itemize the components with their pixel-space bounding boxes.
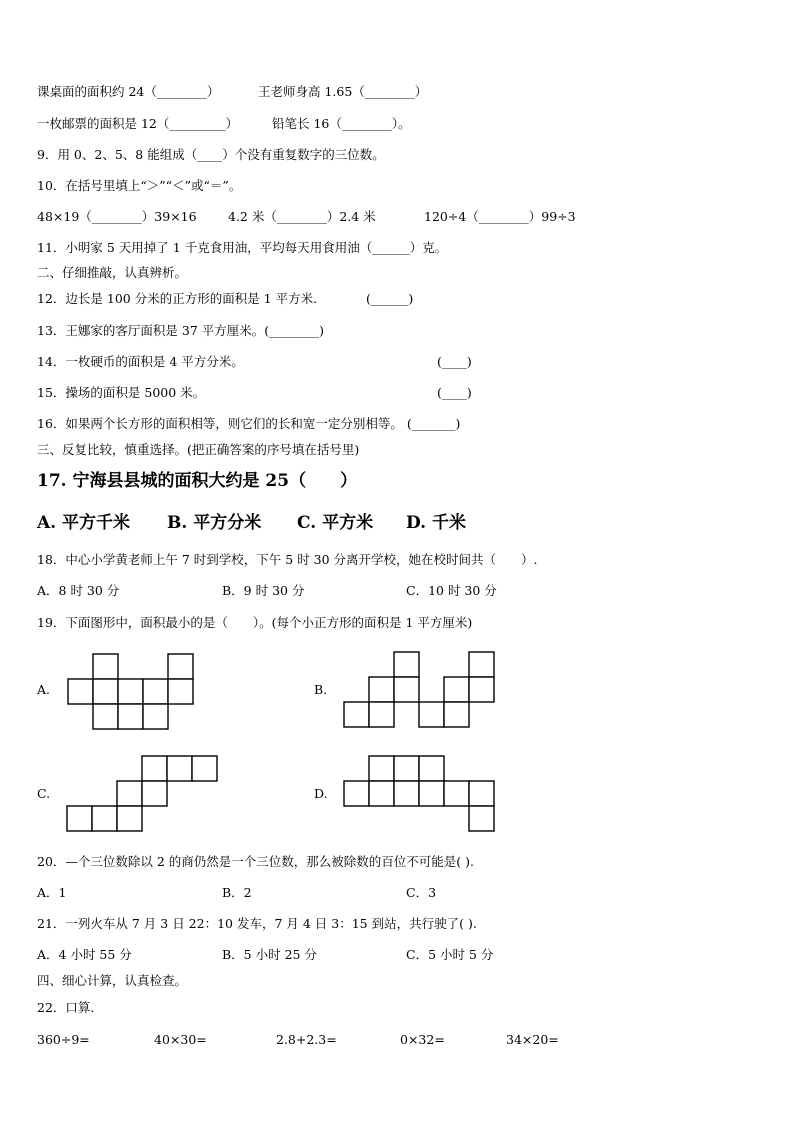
q20-option-c: C．3 — [406, 885, 437, 900]
grid-square — [118, 704, 143, 729]
calc-item-2: 40×30= — [154, 1032, 207, 1047]
grid-square — [369, 677, 394, 702]
grid-square — [142, 756, 167, 781]
grid-square — [444, 702, 469, 727]
q8-line2-part1: 一枚邮票的面积是 12（_________） — [37, 116, 239, 131]
question-10: 10．在括号里填上“＞”“＜”或“＝”。 — [37, 178, 242, 193]
q21-option-a: A．4 小时 55 分 — [37, 947, 132, 962]
question-20: 20．—个三位数除以 2 的商仍然是一个三位数，那么被除数的百位不可能是( ). — [37, 854, 475, 869]
q12-answer-blank: (______) — [366, 291, 414, 306]
q17-option-b: B. 平方分米 — [167, 513, 262, 533]
grid-square — [369, 781, 394, 806]
section-3-heading: 三、反复比较，慎重选择。(把正确答案的序号填在括号里) — [37, 442, 360, 457]
q20-option-a: A．1 — [37, 885, 67, 900]
q18-option-a: A．8 时 30 分 — [37, 583, 120, 598]
calc-item-4: 0×32= — [400, 1032, 445, 1047]
grid-square — [93, 654, 118, 679]
q17-option-d: D. 千米 — [406, 513, 466, 533]
calc-item-3: 2.8+2.3= — [276, 1032, 337, 1047]
q19-figure-c — [66, 755, 219, 833]
grid-square — [67, 806, 92, 831]
calc-item-5: 34×20= — [506, 1032, 559, 1047]
grid-square — [394, 756, 419, 781]
grid-square — [143, 679, 168, 704]
q8-line2-part2: 铅笔长 16（________）。 — [272, 116, 411, 131]
calc-item-1: 360÷9= — [37, 1032, 90, 1047]
grid-square — [92, 806, 117, 831]
grid-square — [394, 781, 419, 806]
grid-square — [469, 652, 494, 677]
question-12: 12．边长是 100 分米的正方形的面积是 1 平方米. — [37, 291, 318, 306]
grid-square — [469, 677, 494, 702]
q18-option-b: B．9 时 30 分 — [222, 583, 305, 598]
q17-option-c: C. 平方米 — [297, 513, 374, 533]
q19-figure-d — [343, 755, 496, 833]
grid-square — [167, 756, 192, 781]
grid-square — [394, 652, 419, 677]
question-22: 22．口算. — [37, 1000, 95, 1015]
grid-square — [469, 806, 494, 831]
grid-square — [68, 679, 93, 704]
grid-square — [394, 677, 419, 702]
section-4-heading: 四、细心计算，认真检查。 — [37, 973, 188, 988]
grid-square — [118, 679, 143, 704]
section-2-heading: 二、仔细推敲，认真辨析。 — [37, 265, 188, 280]
question-11: 11．小明家 5 天用掉了 1 千克食用油，平均每天用食用油（______）克。 — [37, 240, 448, 255]
grid-square — [142, 781, 167, 806]
grid-square — [419, 756, 444, 781]
grid-square — [117, 781, 142, 806]
grid-square — [192, 756, 217, 781]
grid-square — [117, 806, 142, 831]
grid-square — [444, 677, 469, 702]
grid-square — [93, 704, 118, 729]
q21-option-c: C．5 小时 5 分 — [406, 947, 494, 962]
grid-square — [444, 781, 469, 806]
q14-answer-blank: (____) — [437, 354, 472, 369]
grid-square — [419, 781, 444, 806]
question-15: 15．操场的面积是 5000 米。 — [37, 385, 206, 400]
question-19: 19．下面图形中，面积最小的是（ ）。(每个小正方形的面积是 1 平方厘米) — [37, 615, 473, 630]
q8-line1-part1: 课桌面的面积约 24（________） — [37, 84, 220, 99]
q10-compare-2: 4.2 米（________）2.4 米 — [228, 209, 376, 224]
grid-square — [168, 654, 193, 679]
question-16: 16．如果两个长方形的面积相等，则它们的长和宽一定分别相等。 (_______) — [37, 416, 461, 431]
grid-square — [344, 781, 369, 806]
q19-figure-b — [343, 651, 496, 729]
question-13: 13．王娜家的客厅面积是 37 平方厘米。(________) — [37, 323, 325, 338]
q17-option-a: A. 平方千米 — [37, 513, 131, 533]
question-17: 17. 宁海县县城的面积大约是 25（ ） — [37, 471, 358, 491]
question-9: 9．用 0、2、5、8 能组成（____）个没有重复数字的三位数。 — [37, 147, 385, 162]
q20-option-b: B．2 — [222, 885, 252, 900]
q15-answer-blank: (____) — [437, 385, 472, 400]
q19-figure-a — [67, 653, 195, 731]
q19-label-b: B. — [314, 682, 328, 697]
q19-label-a: A. — [37, 682, 51, 697]
grid-square — [168, 679, 193, 704]
q10-compare-1: 48×19（________）39×16 — [37, 209, 197, 224]
question-18: 18．中心小学黄老师上午 7 时到学校，下午 5 时 30 分离开学校，她在校时间共（ ）. — [37, 552, 538, 567]
q19-label-c: C. — [37, 786, 51, 801]
grid-square — [369, 702, 394, 727]
question-21: 21．一列火车从 7 月 3 日 22：10 发车，7 月 4 日 3：15 到站，共行驶了( ). — [37, 916, 477, 931]
grid-square — [344, 702, 369, 727]
q8-line1-part2: 王老师身高 1.65（________） — [258, 84, 428, 99]
grid-square — [93, 679, 118, 704]
grid-square — [419, 702, 444, 727]
grid-square — [143, 704, 168, 729]
q18-option-c: C．10 时 30 分 — [406, 583, 497, 598]
q10-compare-3: 120÷4（________）99÷3 — [424, 209, 576, 224]
grid-square — [369, 756, 394, 781]
question-14: 14．一枚硬币的面积是 4 平方分米。 — [37, 354, 244, 369]
q21-option-b: B．5 小时 25 分 — [222, 947, 317, 962]
q19-label-d: D. — [314, 786, 328, 801]
grid-square — [469, 781, 494, 806]
